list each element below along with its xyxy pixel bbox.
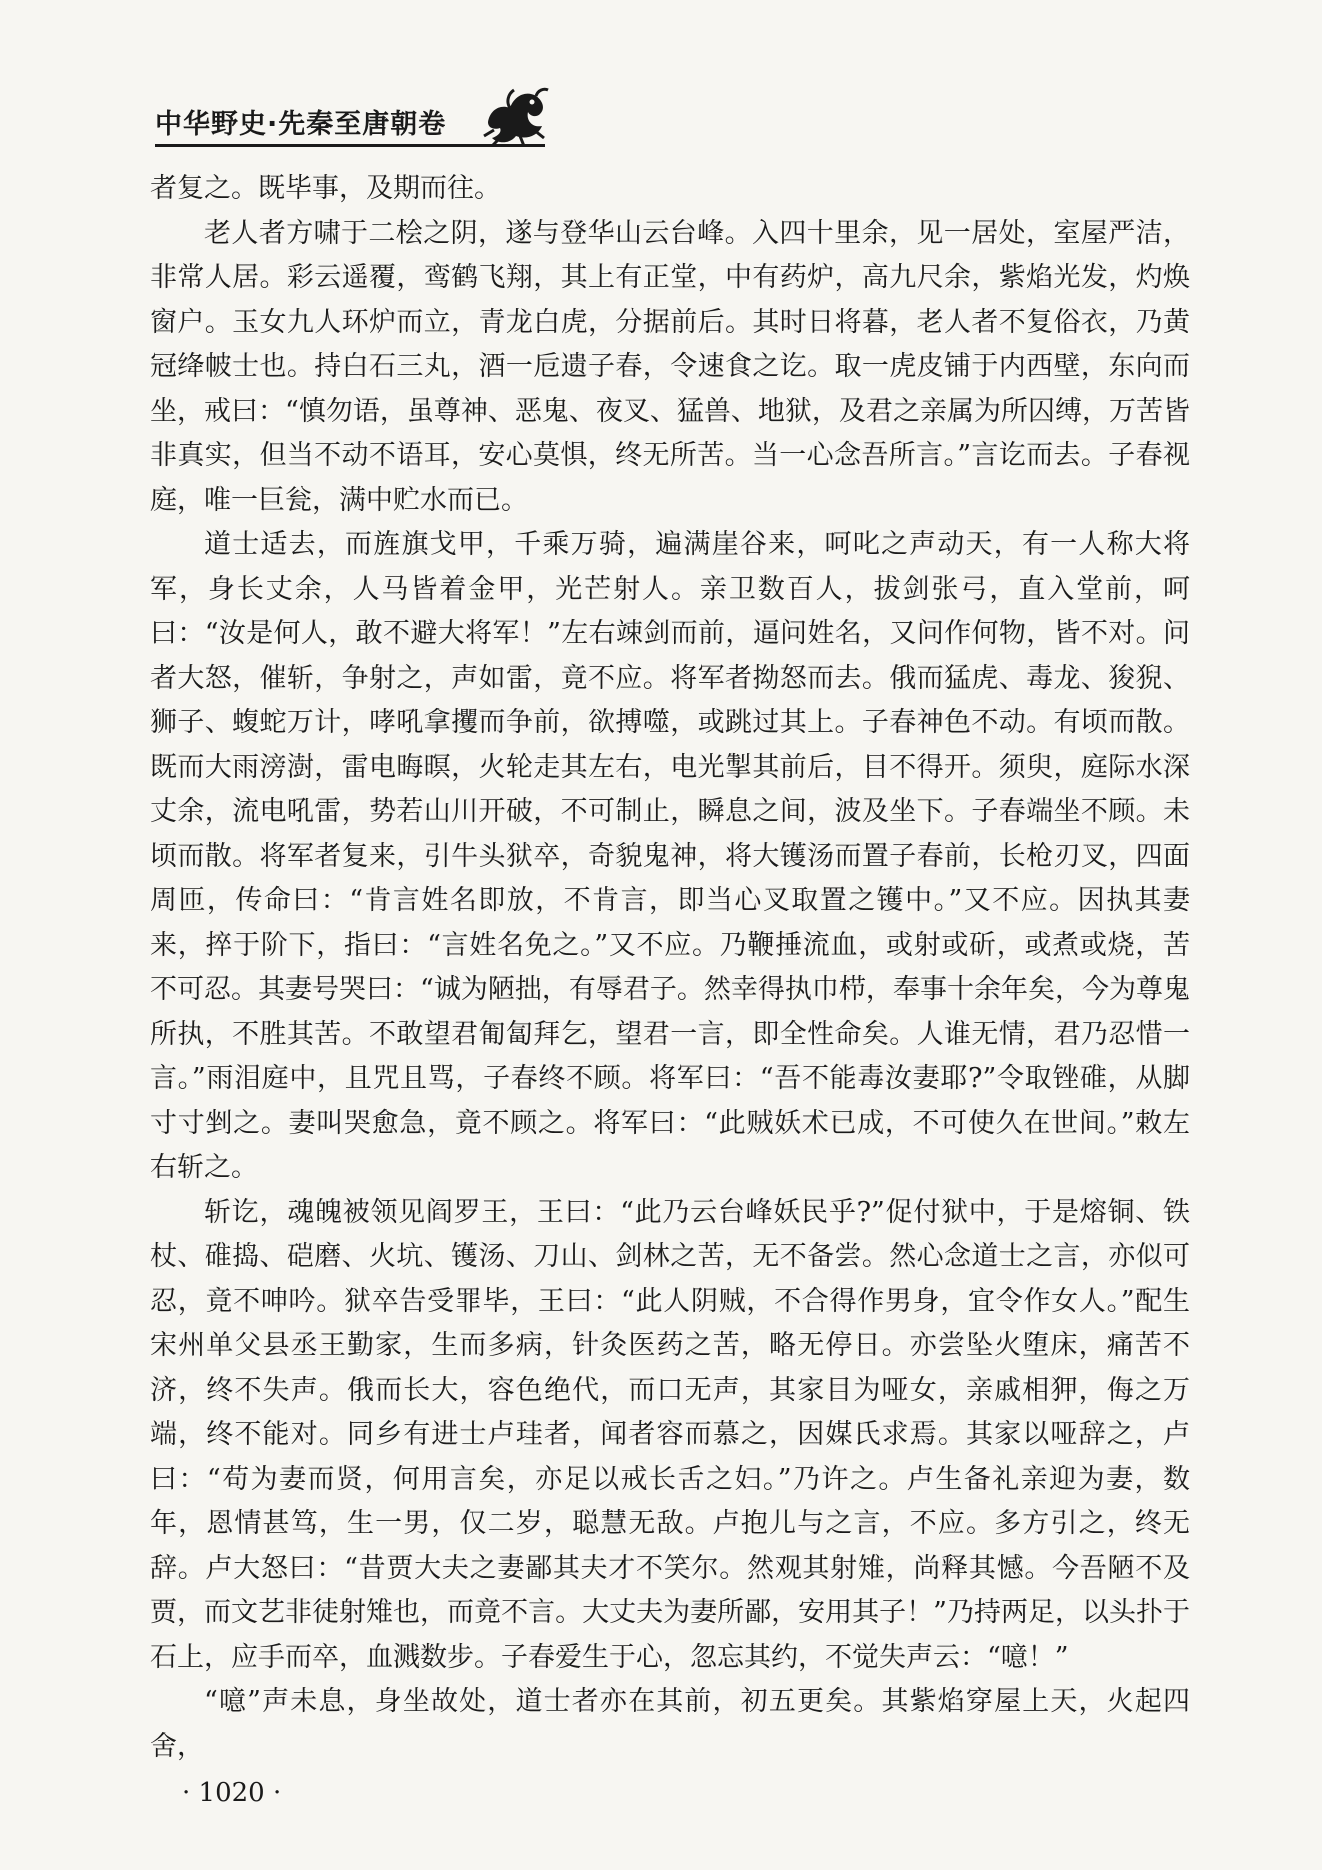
page-number: · 1020 · — [182, 1778, 282, 1808]
paragraph: 斩讫，魂魄被领见阎罗王，王曰：“此乃云台峰妖民乎?”促付狱中，于是熔铜、铁杖、碓捣、硙磨、火坑、镬汤、刀山、剑林之苦，无不备尝。然心念道士之言，亦似可忍，竟不呻吟。狱卒告受罪毕，王曰：“此人阴贼，不合得作男身，宜令作女人。”配生宋州单父县丞王勤家，生而多病，针灸医药之苦，略无停日。亦尝坠火堕床，痛苦不济，终不失声。俄而长大，容色绝代，而口无声，其家目为哑女，亲戚相狎，侮之万端，终不能对。同乡有进士卢珪者，闻者容而慕之，因媒氏求焉。其家以哑辞之，卢曰：“苟为妻而贤，何用言矣，亦足以戒长舌之妇。”乃许之。卢生备礼亲迎为妻，数年，恩情甚笃，生一男，仅二岁，聪慧无敌。卢抱儿与之言，不应。多方引之，终无辞。卢大怒曰：“昔贾大夫之妻鄙其夫才不笑尔。然观其射雉，尚释其憾。今吾陋不及贾，而文艺非徒射雉也，而竟不言。大丈夫为妻所鄙，安用其子！”乃持两足，以头扑于石上，应手而卒，血溅数步。子春爱生于心，忽忘其约，不觉失声云：“噫！” — [150, 1196, 1190, 1673]
body-text — [150, 167, 1190, 1769]
paragraph: 老人者方啸于二桧之阴，遂与登华山云台峰。入四十里余，见一居处，室屋严洁，非常人居。彩云遥覆，鸾鹤飞翔，其上有正堂，中有药炉，高九尺余，紫焰光发，灼焕窗户。玉女九人环炉而立，青龙白虎，分据前后。其时日将暮，老人者不复俗衣，乃黄冠绛帔士也。持白石三丸，酒一卮遗子春，令速食之讫。取一虎皮铺于内西壁，东向而坐，戒曰：“慎勿语，虽尊神、恶鬼、夜叉、猛兽、地狱，及君之亲属为所囚缚，万苦皆非真实，但当不动不语耳，安心莫惧，终无所苦。当一心念吾所言。”言讫而去。子春视庭，唯一巨瓮，满中贮水而已。 — [150, 217, 1190, 516]
paragraph: 者复之。既毕事，及期而往。 — [150, 173, 501, 204]
paragraph: “噫”声未息，身坐故处，道士者亦在其前，初五更矣。其紫焰穿屋上天，火起四舍， — [150, 1686, 1190, 1762]
dragon-icon — [480, 82, 552, 150]
paragraph: 道士适去，而旌旗戈甲，千乘万骑，遍满崖谷来，呵叱之声动天，有一人称大将军，身长丈余，人马皆着金甲，光芒射人。亲卫数百人，拔剑张弓，直入堂前，呵曰：“汝是何人，敢不避大将军！”左右竦剑而前，逼问姓名，又问作何物，皆不对。问者大怒，催斩，争射之，声如雷，竟不应。将军者拗怒而去。俄而猛虎、毒龙、狻猊、狮子、蝮蛇万计，哮吼拿攫而争前，欲搏噬，或跳过其上。子春神色不动。有顷而散。既而大雨滂澍，雷电晦暝，火轮走其左右，电光掣其前后，目不得开。须臾，庭际水深丈余，流电吼雷，势若山川开破，不可制止，瞬息之间，波及坐下。子春端坐不顾。未顷而散。将军者复来，引牛头狱卒，奇貌鬼神，将大镬汤而置子春前，长枪刃叉，四面周匝，传命曰：“肯言姓名即放，不肯言，即当心叉取置之镬中。”又不应。因执其妻来，捽于阶下，指曰：“言姓名免之。”又不应。乃鞭捶流血，或射或斫，或煮或烧，苦不可忍。其妻号哭曰：“诚为陋拙，有辱君子。然幸得执巾栉，奉事十余年矣，今为尊鬼所执，不胜其苦。不敢望君匍匐拜乞，望君一言，即全性命矣。人谁无情，君乃忍惜一言。”雨泪庭中，且咒且骂，子春终不顾。将军曰：“吾不能毒汝妻耶?”令取锉碓，从脚寸寸剉之。妻叫哭愈急，竟不顾之。将军曰：“此贼妖术已成，不可使久在世间。”敕左右斩之。 — [150, 529, 1190, 1183]
book-title: 中华野史·先秦至唐朝卷 — [155, 109, 447, 140]
